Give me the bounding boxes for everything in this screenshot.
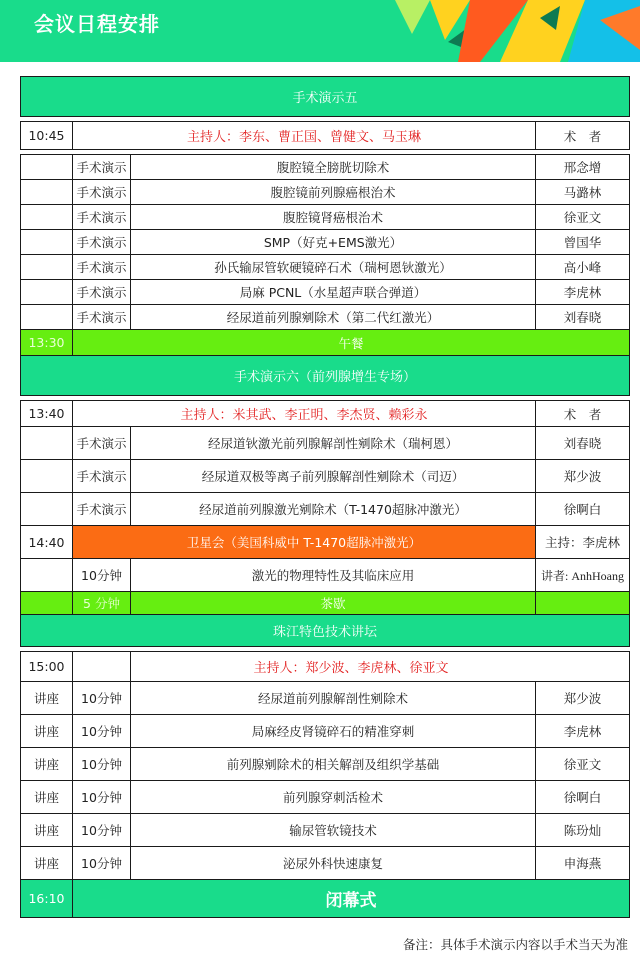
table-row <box>21 305 630 330</box>
type-cell: 手术演示 <box>73 427 131 460</box>
section-header <box>21 356 630 396</box>
person-cell: 李虎林 <box>536 715 630 748</box>
page-header <box>0 0 640 62</box>
table-row <box>21 493 630 526</box>
lunch-label: 午餐 <box>73 330 630 356</box>
table-row <box>21 781 630 814</box>
type-cell: 手术演示 <box>73 460 131 493</box>
person-cell: 刘春晓 <box>536 427 630 460</box>
duration-cell: 10分钟 <box>73 748 131 781</box>
host-row <box>21 652 630 682</box>
duration-cell: 5 分钟 <box>73 592 131 615</box>
schedule-table <box>20 76 630 918</box>
role-label: 术 者 <box>536 122 630 150</box>
closing-label: 闭幕式 <box>73 880 630 918</box>
table-row <box>21 748 630 781</box>
topic-cell: 经尿道双极等离子前列腺解剖性剜除术（司迈） <box>131 460 536 493</box>
closing-row <box>21 880 630 918</box>
person-cell: 马潞林 <box>536 180 630 205</box>
topic-cell: 经尿道前列腺解剖性剜除术 <box>131 682 536 715</box>
person-cell: 高小峰 <box>536 255 630 280</box>
satellite-row <box>21 526 630 559</box>
host-text: 主持人：李东、曹正国、曾健文、马玉琳 <box>73 122 536 150</box>
type-cell: 讲座 <box>21 748 73 781</box>
satellite-title: 卫星会（美国科威中 T-1470超脉冲激光） <box>73 526 536 559</box>
time-cell: 10:45 <box>21 122 73 150</box>
person-cell: 曾国华 <box>536 230 630 255</box>
table-row <box>21 230 630 255</box>
host-text: 主持人：米其武、李正明、李杰贤、赖彩永 <box>73 401 536 427</box>
table-row <box>21 427 630 460</box>
person-cell: 陈玢灿 <box>536 814 630 847</box>
table-row <box>21 715 630 748</box>
tea-break-row <box>21 592 630 615</box>
duration-cell: 10分钟 <box>73 814 131 847</box>
topic-cell: 泌尿外科快速康复 <box>131 847 536 880</box>
topic-cell: SMP（好克+EMS激光） <box>131 230 536 255</box>
person-cell: 李虎林 <box>536 280 630 305</box>
person-cell: 徐亚文 <box>536 748 630 781</box>
person-cell: 徐亚文 <box>536 205 630 230</box>
topic-cell: 经尿道钬激光前列腺解剖性剜除术（瑞柯恩） <box>131 427 536 460</box>
topic-cell: 经尿道前列腺激光剜除术（T-1470超脉冲激光） <box>131 493 536 526</box>
footnote: 备注：具体手术演示内容以手术当天为准 <box>402 937 628 952</box>
page-title: 会议日程安排 <box>34 12 160 36</box>
section-title: 手术演示六（前列腺增生专场） <box>21 356 630 396</box>
type-cell: 讲座 <box>21 715 73 748</box>
type-cell: 手术演示 <box>73 205 131 230</box>
person-cell: 刘春晓 <box>536 305 630 330</box>
topic-cell: 经尿道前列腺剜除术（第二代红激光） <box>131 305 536 330</box>
time-cell: 14:40 <box>21 526 73 559</box>
duration-cell: 10分钟 <box>73 715 131 748</box>
type-cell: 讲座 <box>21 781 73 814</box>
table-row <box>21 682 630 715</box>
person-cell: 申海燕 <box>536 847 630 880</box>
tea-break-label: 茶歇 <box>131 592 536 615</box>
duration-cell: 10分钟 <box>73 682 131 715</box>
table-row <box>21 180 630 205</box>
type-cell: 讲座 <box>21 814 73 847</box>
duration-cell: 10分钟 <box>73 559 131 592</box>
person-cell: 郑少波 <box>536 460 630 493</box>
time-cell: 15:00 <box>21 652 73 682</box>
type-cell: 手术演示 <box>73 280 131 305</box>
role-label: 术 者 <box>536 401 630 427</box>
host-text: 主持人：郑少波、李虎林、徐亚文 <box>131 652 630 682</box>
topic-cell: 输尿管软镜技术 <box>131 814 536 847</box>
table-row <box>21 205 630 230</box>
duration-cell: 10分钟 <box>73 847 131 880</box>
lunch-row <box>21 330 630 356</box>
topic-cell: 前列腺穿刺活检术 <box>131 781 536 814</box>
person-cell: 郑少波 <box>536 682 630 715</box>
topic-cell: 腹腔镜肾癌根治术 <box>131 205 536 230</box>
section-header <box>21 615 630 647</box>
type-cell: 手术演示 <box>73 155 131 180</box>
table-row <box>21 559 630 592</box>
type-cell: 讲座 <box>21 682 73 715</box>
duration-cell: 10分钟 <box>73 781 131 814</box>
topic-cell: 激光的物理特性及其临床应用 <box>131 559 536 592</box>
type-cell: 讲座 <box>21 847 73 880</box>
time-cell: 16:10 <box>21 880 73 918</box>
type-cell: 手术演示 <box>73 180 131 205</box>
topic-cell: 局麻 PCNL（水星超声联合弹道） <box>131 280 536 305</box>
person-cell: 徐啊白 <box>536 493 630 526</box>
topic-cell: 腹腔镜前列腺癌根治术 <box>131 180 536 205</box>
speaker-cell: 讲者: AnhHoang <box>536 559 630 592</box>
host-row <box>21 401 630 427</box>
person-cell: 邢念增 <box>536 155 630 180</box>
type-cell: 手术演示 <box>73 255 131 280</box>
section-header <box>21 77 630 117</box>
time-cell: 13:40 <box>21 401 73 427</box>
table-row <box>21 847 630 880</box>
time-cell: 13:30 <box>21 330 73 356</box>
host-row <box>21 122 630 150</box>
table-row <box>21 460 630 493</box>
topic-cell: 前列腺剜除术的相关解剖及组织学基础 <box>131 748 536 781</box>
type-cell: 手术演示 <box>73 230 131 255</box>
type-cell: 手术演示 <box>73 305 131 330</box>
person-cell: 徐啊白 <box>536 781 630 814</box>
table-row <box>21 255 630 280</box>
table-row <box>21 280 630 305</box>
satellite-host: 主持：李虎林 <box>536 526 630 559</box>
topic-cell: 腹腔镜全膀胱切除术 <box>131 155 536 180</box>
table-row <box>21 155 630 180</box>
topic-cell: 孙氏输尿管软硬镜碎石术（瑞柯恩钬激光） <box>131 255 536 280</box>
type-cell: 手术演示 <box>73 493 131 526</box>
table-row <box>21 814 630 847</box>
section-title: 手术演示五 <box>21 77 630 117</box>
section-title: 珠江特色技术讲坛 <box>21 615 630 647</box>
topic-cell: 局麻经皮肾镜碎石的精准穿刺 <box>131 715 536 748</box>
